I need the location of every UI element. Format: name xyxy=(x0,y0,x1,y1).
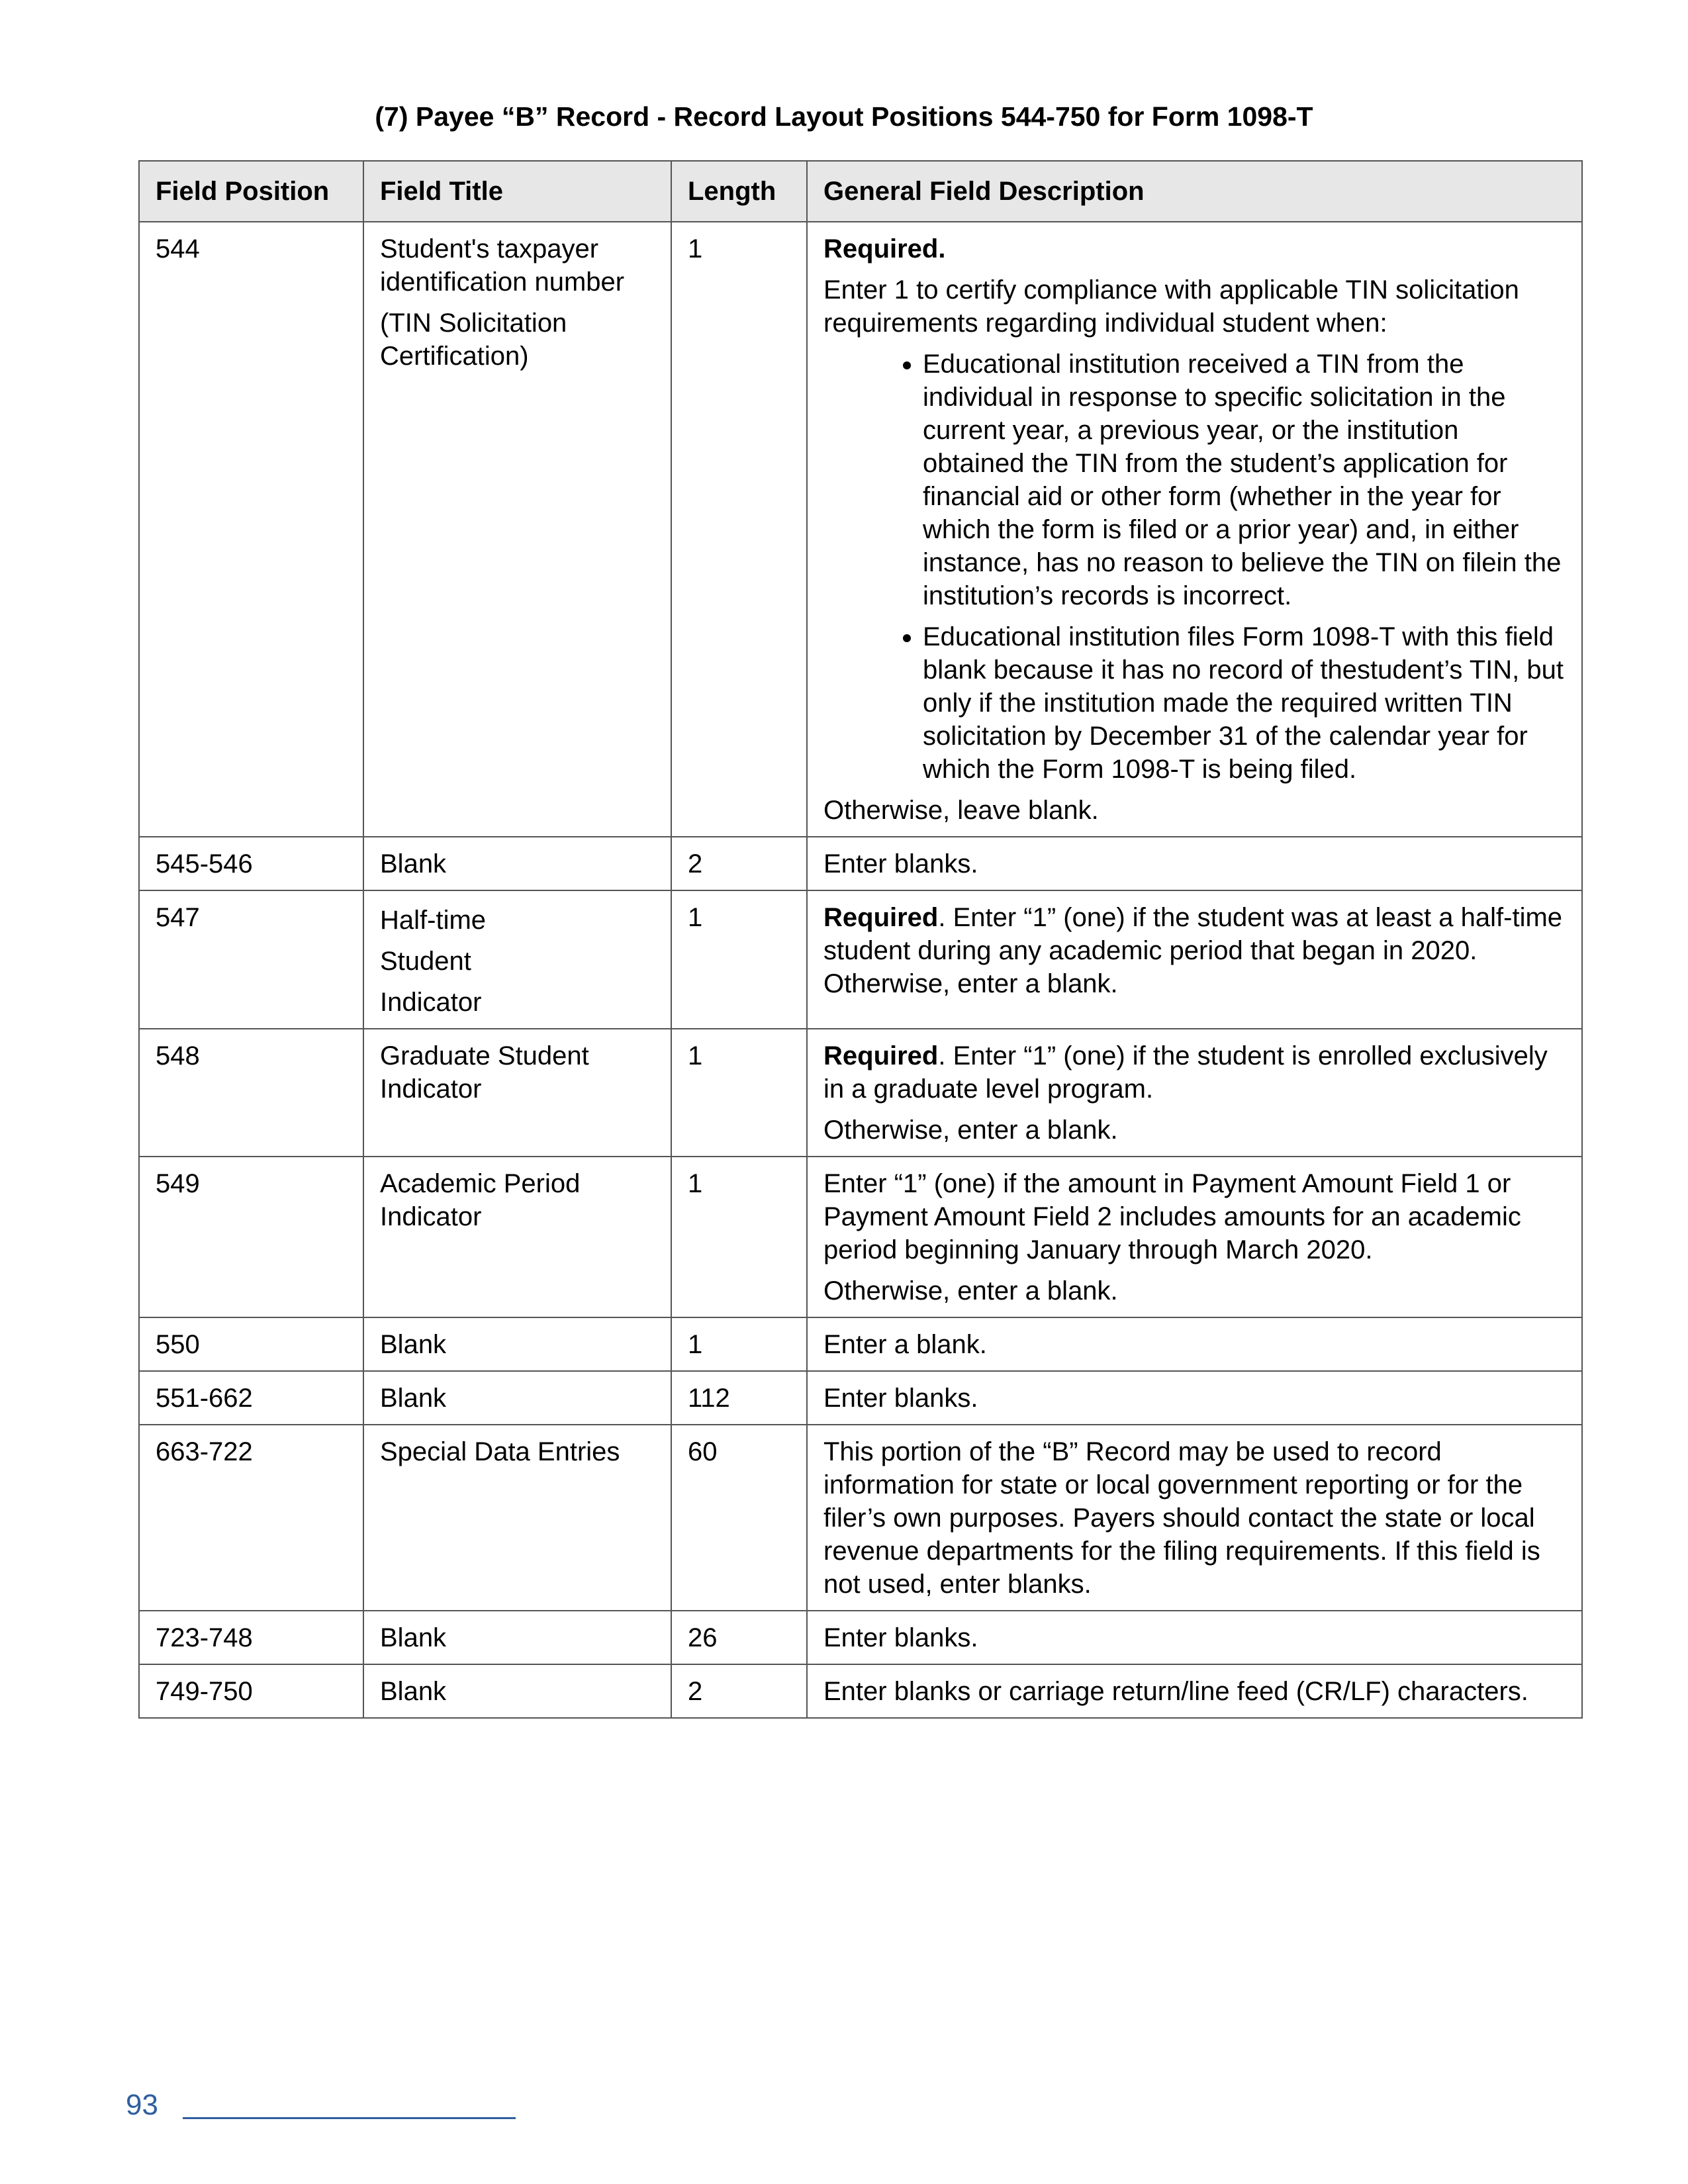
title-stack xyxy=(380,901,656,1019)
cell-length: 26 xyxy=(671,1611,807,1664)
condition-list xyxy=(823,348,1567,786)
cell-position: 551-662 xyxy=(139,1371,363,1425)
cell-length: 1 xyxy=(671,890,807,1029)
cell-position: 549 xyxy=(139,1157,363,1317)
page-title: (7) Payee “B” Record - Record Layout Positions 544-750 for Form 1098-T xyxy=(375,101,1313,132)
list-item: • Educational institution files Form 1098-T with this field blank because it has no record of thestudent’s TIN, but only if the institution made the required written TIN solicitation by December 31 of the calendar year for which the Form 1098-T is being filed. xyxy=(923,620,1567,786)
cell-position: 749-750 xyxy=(139,1664,363,1718)
table-row xyxy=(139,890,1582,1029)
cell-title: Blank xyxy=(363,1371,671,1425)
cell-title: Special Data Entries xyxy=(363,1425,671,1611)
cell-length: 112 xyxy=(671,1371,807,1425)
cell-description xyxy=(807,1157,1582,1317)
description-text: Otherwise, enter a blank. xyxy=(823,1276,1118,1306)
header-field-position: Field Position xyxy=(139,161,363,222)
cell-description: Enter a blank. xyxy=(807,1317,1582,1371)
cell-length: 60 xyxy=(671,1425,807,1611)
description-text: Otherwise, leave blank. xyxy=(823,796,1099,825)
cell-position: 545-546 xyxy=(139,837,363,890)
description-text xyxy=(823,901,1567,1000)
cell-position: 550 xyxy=(139,1317,363,1371)
cell-description: Enter blanks or carriage return/line feed (CR/LF) characters. xyxy=(807,1664,1582,1718)
cell-position: 547 xyxy=(139,890,363,1029)
footer-rule xyxy=(183,2117,516,2119)
description-body: . Enter “1” (one) if the student is enrolled exclusively in a graduate level program. xyxy=(823,1041,1548,1104)
header-length: Length xyxy=(671,161,807,222)
cell-title: Academic Period Indicator xyxy=(363,1157,671,1317)
table-row xyxy=(139,1611,1582,1664)
cell-title xyxy=(363,890,671,1029)
table-row xyxy=(139,1157,1582,1317)
page-number: 93 xyxy=(126,2089,158,2121)
cell-description xyxy=(807,1029,1582,1157)
header-general-description: General Field Description xyxy=(807,161,1582,222)
cell-position: 544 xyxy=(139,222,363,837)
cell-length: 2 xyxy=(671,837,807,890)
cell-description xyxy=(807,222,1582,837)
title-line: (TIN Solicitation Certification) xyxy=(380,309,567,371)
cell-title: Blank xyxy=(363,1611,671,1664)
cell-position: 663-722 xyxy=(139,1425,363,1611)
table-header-row xyxy=(139,161,1582,222)
header-field-title: Field Title xyxy=(363,161,671,222)
table-row xyxy=(139,1029,1582,1157)
cell-description: This portion of the “B” Record may be used to record information for state or local government reporting or for the filer’s own purposes. Payers should contact the state or local revenue departments for the filing requirements. If this field is not used, enter blanks. xyxy=(807,1425,1582,1611)
cell-length: 1 xyxy=(671,1029,807,1157)
description-text: Otherwise, enter a blank. xyxy=(823,1116,1118,1145)
title-line: Half-time xyxy=(380,906,487,935)
cell-length: 2 xyxy=(671,1664,807,1718)
description-text: Enter 1 to certify compliance with applicable TIN solicitation requirements regarding individual student when: xyxy=(823,275,1519,338)
table-row xyxy=(139,1317,1582,1371)
required-label: Required. xyxy=(823,234,946,263)
cell-length: 1 xyxy=(671,1317,807,1371)
cell-position: 723-748 xyxy=(139,1611,363,1664)
title-line: Student xyxy=(380,947,471,976)
cell-length: 1 xyxy=(671,222,807,837)
table-row xyxy=(139,1664,1582,1718)
description-body: . Enter “1” (one) if the student was at least a half-time student during any academic period that began in 2020. Otherwise, enter a blank. xyxy=(823,903,1563,998)
cell-description xyxy=(807,890,1582,1029)
list-item: • Educational institution received a TIN from the individual in response to specific solicitation in the current year, a previous year, or the institution obtained the TIN from the student’s application for financial aid or other form (whether in the year for which the form is filed or a prior year) and, in either instance, has no reason to believe the TIN on filein the institution’s records is incorrect. xyxy=(923,348,1567,612)
cell-length: 1 xyxy=(671,1157,807,1317)
required-label: Required xyxy=(823,903,939,932)
cell-title: Blank xyxy=(363,1317,671,1371)
cell-description: Enter blanks. xyxy=(807,1611,1582,1664)
cell-title xyxy=(363,222,671,837)
cell-title: Blank xyxy=(363,1664,671,1718)
table-row xyxy=(139,222,1582,837)
cell-title: Graduate Student Indicator xyxy=(363,1029,671,1157)
title-line: Indicator xyxy=(380,988,482,1017)
record-layout-table xyxy=(138,160,1583,1719)
title-line: Student's taxpayer identification number xyxy=(380,234,625,297)
required-label: Required xyxy=(823,1041,939,1070)
table-row xyxy=(139,1371,1582,1425)
cell-position: 548 xyxy=(139,1029,363,1157)
cell-description: Enter blanks. xyxy=(807,1371,1582,1425)
description-text xyxy=(823,1039,1567,1106)
cell-description: Enter blanks. xyxy=(807,837,1582,890)
description-text: Enter “1” (one) if the amount in Payment Amount Field 1 or Payment Amount Field 2 includes amounts for an academic period beginning January through March 2020. xyxy=(823,1169,1521,1264)
table-row xyxy=(139,837,1582,890)
table-row xyxy=(139,1425,1582,1611)
cell-title: Blank xyxy=(363,837,671,890)
